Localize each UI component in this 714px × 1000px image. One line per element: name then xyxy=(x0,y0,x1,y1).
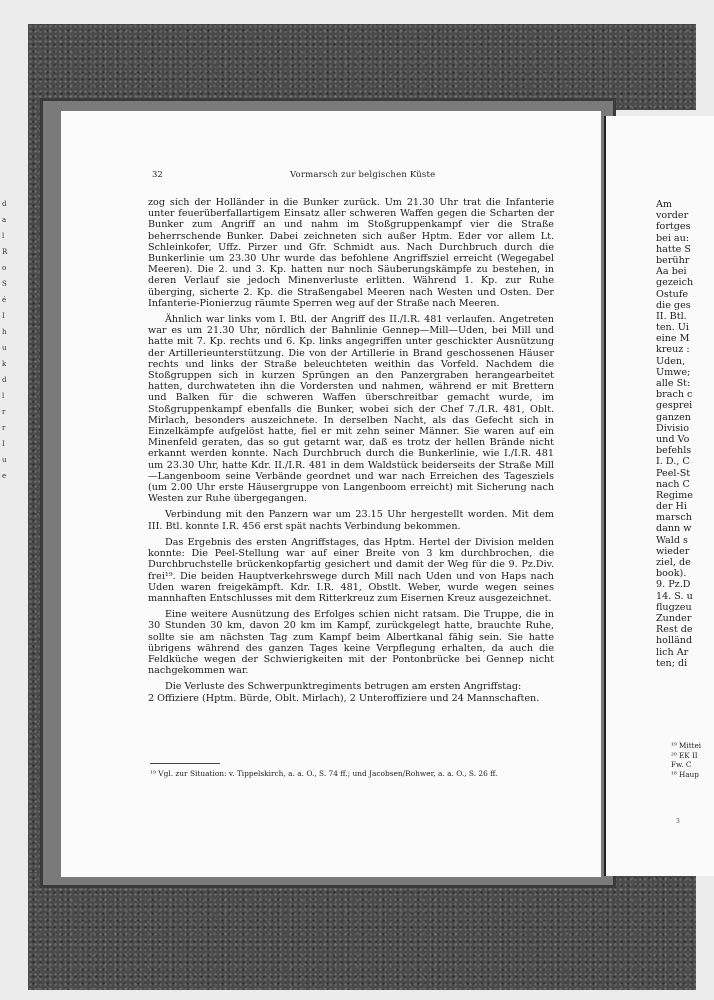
running-title: Vormarsch zur belgischen Küste xyxy=(290,170,436,180)
left-edge-mark: d xyxy=(2,200,7,208)
facing-page-line: und Vo xyxy=(656,433,690,445)
paragraph: Die Verluste des Schwerpunktregiments betrugen am ersten Angriffstag: xyxy=(165,681,522,693)
facing-page-footnote: ²⁰ EK II xyxy=(671,750,698,760)
facing-page-footnote: Fw. C xyxy=(671,760,692,769)
facing-page-line: eine M xyxy=(656,333,690,345)
facing-page-line: 9. Pz.D xyxy=(656,579,691,591)
left-edge-mark: d xyxy=(2,376,7,384)
facing-page-line: holländ xyxy=(656,635,693,647)
facing-page-line: book). xyxy=(656,568,687,580)
facing-page-line: gezeich xyxy=(656,277,694,289)
left-edge-mark: I xyxy=(2,312,5,320)
facing-page-line: wieder xyxy=(656,545,690,557)
left-edge-mark: I xyxy=(2,440,5,448)
facing-page-line: Umwe; xyxy=(656,366,691,378)
left-edge-mark: k xyxy=(2,360,7,368)
left-edge-mark: u xyxy=(2,456,7,464)
left-edge-mark: r xyxy=(2,408,6,416)
facing-page-line: Peel-St xyxy=(656,467,691,479)
facing-page-line: lich Ar xyxy=(656,646,689,658)
facing-page-line: Rest de xyxy=(656,624,693,636)
facing-page-line: fortges xyxy=(656,221,691,233)
facing-page-line: Wald s xyxy=(656,534,688,546)
facing-page-line: der Hi xyxy=(656,501,687,513)
facing-page-line: berühr xyxy=(656,254,690,266)
facing-page-line: kreuz : xyxy=(656,344,690,356)
footnote: ¹⁹ Vgl. zur Situation: v. Tippelskirch, a. a. O., S. 74 ff.; und Jacobsen/Rohwer, a. a. O., S. 26 ff. xyxy=(150,769,498,778)
left-edge-mark: a xyxy=(2,216,7,224)
paragraph: Verbindung mit den Panzern war um 23.15 Uhr hergestellt worden. Mit dem III. Btl. konnte I.R. 456 erst spät nachts Verbindung bekommen. xyxy=(148,509,554,532)
facing-page-mark: 3 xyxy=(676,818,680,825)
left-edge-mark: S xyxy=(2,280,7,288)
footnote-rule xyxy=(150,763,220,764)
left-edge-mark: h xyxy=(2,328,7,336)
left-edge-mark: u xyxy=(2,344,7,352)
facing-page-line: Aa bei xyxy=(656,266,687,278)
left-edge-mark: e xyxy=(2,472,7,480)
page-number: 32 xyxy=(152,170,163,180)
facing-page-line: vorder xyxy=(656,210,689,222)
facing-page-line: Zunder xyxy=(656,612,692,624)
facing-page-footnote: ¹⁸ Haup xyxy=(671,769,699,779)
paragraph: Das Ergebnis des ersten Angriffstages, das Hptm. Hertel der Division melden konnte: Die Peel-Stellung war auf einer Breite von 3 km durchbrochen, die Durchbruchstelle brückenkopfartig gesichert und damit der Weg für die 9. Pz.Div. frei¹⁹. Die beiden Hauptverkehrswege durch Mill nach Uden und von Haps nach Uden waren freigekämpft. Kdr. I.R. 481, Obstlt. Weber, wurde wegen seines mannhaften Entschlusses mit dem Ritterkreuz zum Eisernen Kreuz ausgezeichnet. xyxy=(148,536,554,604)
facing-page-footnote: ¹⁹ Mittei xyxy=(671,741,702,750)
facing-page-line: bei au: xyxy=(656,232,690,244)
facing-page-line: II. Btl. xyxy=(656,310,687,322)
facing-page-line: nach C xyxy=(656,478,690,490)
facing-page-line: ziel, de xyxy=(656,557,691,568)
facing-page-line: hatte S xyxy=(656,243,691,255)
body-text xyxy=(148,197,554,709)
facing-page-line: dann w xyxy=(656,523,692,535)
paragraph: 2 Offiziere (Hptm. Bürde, Oblt. Mirlach), 2 Unteroffiziere und 24 Mannschaften. xyxy=(148,692,540,704)
facing-page-line: 14. S. u xyxy=(656,590,693,602)
facing-page-line: flugzeu xyxy=(656,601,692,613)
facing-page-line: Divisio xyxy=(656,422,690,434)
facing-page-line: Regime xyxy=(656,489,693,501)
left-edge-mark: l xyxy=(2,392,5,400)
left-edge-mark: l xyxy=(2,232,5,240)
facing-page-line: alle St: xyxy=(656,378,691,389)
facing-page-line: ten; di xyxy=(656,657,688,669)
paragraph: Ähnlich war links vom I. Btl. der Angriff des II./I.R. 481 verlaufen. Angetreten war es um 21.30 Uhr, nördlich der Bahnlinie Gennep—Mill—Uden, bei Mill und hatte mit 7. Kp. rechts und 6. Kp. links angegriffen unter geschickter Ausnützung der Artillerieunterstützung. Die von der Artillerie in Brand geschossenen Häuser rechts und links der Straße beleuchteten weithin das Vorfeld. Nachdem die Stoßgruppen sich in kurzen Sprüngen an den Panzergraben herangearbeitet hatten, durchwateten ihn die Vordersten und nahmen, während er mit Brettern und Balken für die schweren Waffen überschreitbar gemacht wurde, im Stoßgruppenkampf ebenfalls die Bunker, wobei sich der Chef 7./I.R. 481, Oblt. Mirlach, besonders auszeichnete. In derselben Nacht, als das Gefecht sich in Einzelkämpfe aufgelöst hatte, fiel er mit zehn seiner Männer. Sie waren auf ein Minenfeld geraten, das so gut getarnt war, daß es trotz der hellen Brände nicht erkannt werden konnte. Nach Durchbruch durch die Bunkerlinie, wie I./I.R. 481 um 23.30 Uhr, hatte Kdr. II./I.R. 481 in dem Waldstück beiderseits der Straße Mill—Langenboom seine Verbände geordnet und war nach Erreichen des Tagesziels (um 2.00 Uhr erste Häusergruppe von Langenboom erreicht) mit Sicherung nach Westen zur Ruhe übergegangen. xyxy=(148,314,554,505)
scan-noise-bottom xyxy=(28,872,696,990)
left-edge-mark: o xyxy=(2,264,7,272)
facing-page-text xyxy=(656,199,714,669)
facing-page-line: Uden, xyxy=(656,355,686,367)
facing-page-line: Am xyxy=(656,199,673,210)
paragraph: Eine weitere Ausnützung des Erfolges schien nicht ratsam. Die Truppe, die in 30 Stunden 30 km, davon 20 km im Kampf, zurückgelegt hatte, brauchte Ruhe, sollte sie am nächsten Tag zum Kampf beim Albertkanal fähig sein. Sie hatte übrigens während des ganzen Tages keine Verpflegung erhalten, da auch die Feldküche wegen der Schwierigkeiten mit der Pontonbrücke bei Gennep nicht nachgekommen war. xyxy=(148,609,554,677)
paragraph: zog sich der Holländer in die Bunker zurück. Um 21.30 Uhr trat die Infanterie unter feuerüberfallartigem Einsatz aller schweren Waffen gegen die Scharten der Bunker zum Angriff an und nahm im Stoßgruppenkampf vier die Straße beherrschende Bunker. Dabei zeichneten sich außer Hptm. Eder vor allem Lt. Schleinkofer, Uffz. Pirzer und Gfr. Schmidt aus. Nach Durchbruch durch die Bunkerlinie um 23.30 Uhr wurde das befohlene Angriffsziel erreicht (Wegegabel Meeren). Die 2. und 3. Kp. hatten nur noch Säuberungskämpfe zu bestehen, in deren Verlauf sie jedoch Minenverluste erlitten. Während 1. Kp. zur Ruhe überging, sicherte 2. Kp. die Straßengabel Meeren nach Westen und Osten. Der Infanterie-Pionierzug räumte Sperren weg auf der Straße nach Meeren. xyxy=(148,197,554,309)
facing-page-line: ten. Ui xyxy=(656,322,689,334)
facing-page-line: ganzen xyxy=(656,411,691,423)
left-edge-mark: é xyxy=(2,296,7,304)
facing-page-footnotes xyxy=(671,741,714,779)
left-edge-mark: r xyxy=(2,424,6,432)
facing-page-line: gesprei xyxy=(656,400,693,412)
left-edge-mark: R xyxy=(2,248,8,256)
facing-page-line: brach c xyxy=(656,389,693,401)
facing-page-line: I. D., C xyxy=(656,456,690,468)
facing-page-line: marsch xyxy=(656,512,692,524)
facing-page-line: befehls xyxy=(656,445,692,457)
facing-page-line: Ostufe xyxy=(656,288,689,300)
facing-page-line: die ges xyxy=(656,299,691,311)
